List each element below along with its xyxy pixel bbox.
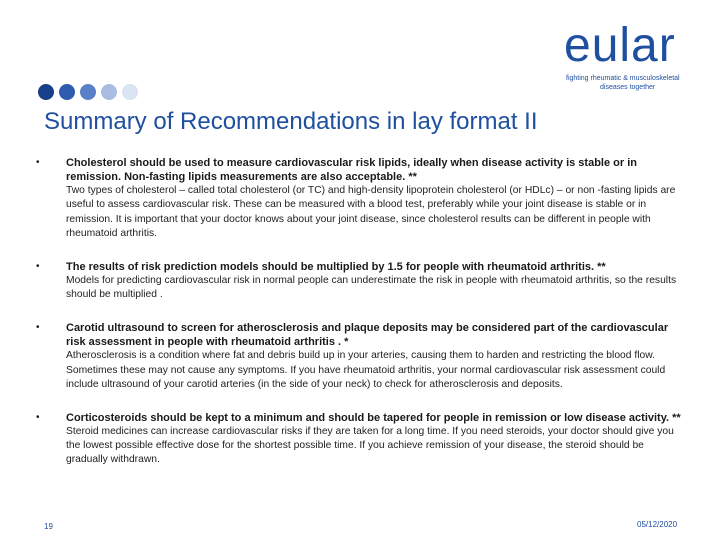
recommendation-item — [0, 321, 686, 392]
recommendation-item — [0, 411, 686, 468]
recommendation-heading: Corticosteroids should be kept to a minimum and should be tapered for people in remission or low disease activity. ** — [66, 411, 681, 424]
recommendation-heading: Carotid ultrasound to screen for atherosclerosis and plaque deposits may be considered part of the cardiovascular risk assessment in people with rheumatoid arthritis . * — [66, 322, 669, 349]
eular-logo — [540, 19, 710, 92]
dot-4 — [101, 84, 117, 100]
recommendation-explanation: Atherosclerosis is a condition where fat and debris build up in your arteries, causing them to harden and restricting the blood flow. Sometimes these may not cause any symptoms. If you have rheumatoid arthritis, your normal cardiovascular risk assessment could include ultrasound of your carotid arteries (in the side of your neck) to check for atherosclerosis and deposits. — [66, 350, 666, 391]
recommendation-item — [0, 156, 686, 242]
logo-wordmark: eular — [564, 19, 676, 72]
decorative-dots — [38, 84, 138, 100]
bullet-icon: • — [36, 411, 40, 423]
recommendation-item — [0, 260, 686, 303]
recommendation-explanation: Two types of cholesterol – called total cholesterol (or TC) and high-density lipoprotein cholesterol (or HDLc) – or non -fasting lipids are useful to assess cardiovascular risk. These can be measured with a blood test, preferably while your joint disease is stable or in remission. It is important that your doctor knows about your joint disease, since cholesterol results can be different in people with rheumatoid arthritis. — [66, 185, 676, 240]
bullet-icon: • — [36, 260, 40, 272]
bullet-icon: • — [36, 157, 40, 168]
recommendation-explanation: Models for predicting cardiovascular risk in normal people can underestimate the risk in people with rheumatoid arthritis, so the results should be multiplied . — [66, 274, 677, 301]
bullet-icon: • — [36, 322, 40, 334]
dot-2 — [59, 84, 75, 100]
logo-tagline-2: diseases together — [600, 84, 656, 91]
recommendation-heading: The results of risk prediction models should be multiplied by 1.5 for people with rheumatoid arthritis. ** — [66, 260, 606, 273]
recommendation-explanation: Steroid medicines can increase cardiovascular risks if they are taken for a long time. If you need steroids, your doctor should give you the lowest possible effective dose for the shortest possible time. If you achieve remission of your disease, the steroid should be gradually withdrawn. — [66, 425, 674, 466]
dot-1 — [38, 84, 54, 100]
recommendation-heading: Cholesterol should be used to measure cardiovascular risk lipids, ideally when disease activity is stable or in remission. Non-fasting lipids measurements are also acceptable. ** — [66, 157, 637, 183]
recommendation-list — [0, 156, 720, 468]
dot-3 — [80, 84, 96, 100]
slide-title: Summary of Recommendations in lay format II — [44, 108, 538, 135]
dot-5 — [122, 84, 138, 100]
logo-tagline: fighting rheumatic & musculoskeletal — [566, 75, 680, 82]
page-number: 19 — [44, 522, 53, 531]
slide-date: 05/12/2020 — [637, 520, 678, 529]
